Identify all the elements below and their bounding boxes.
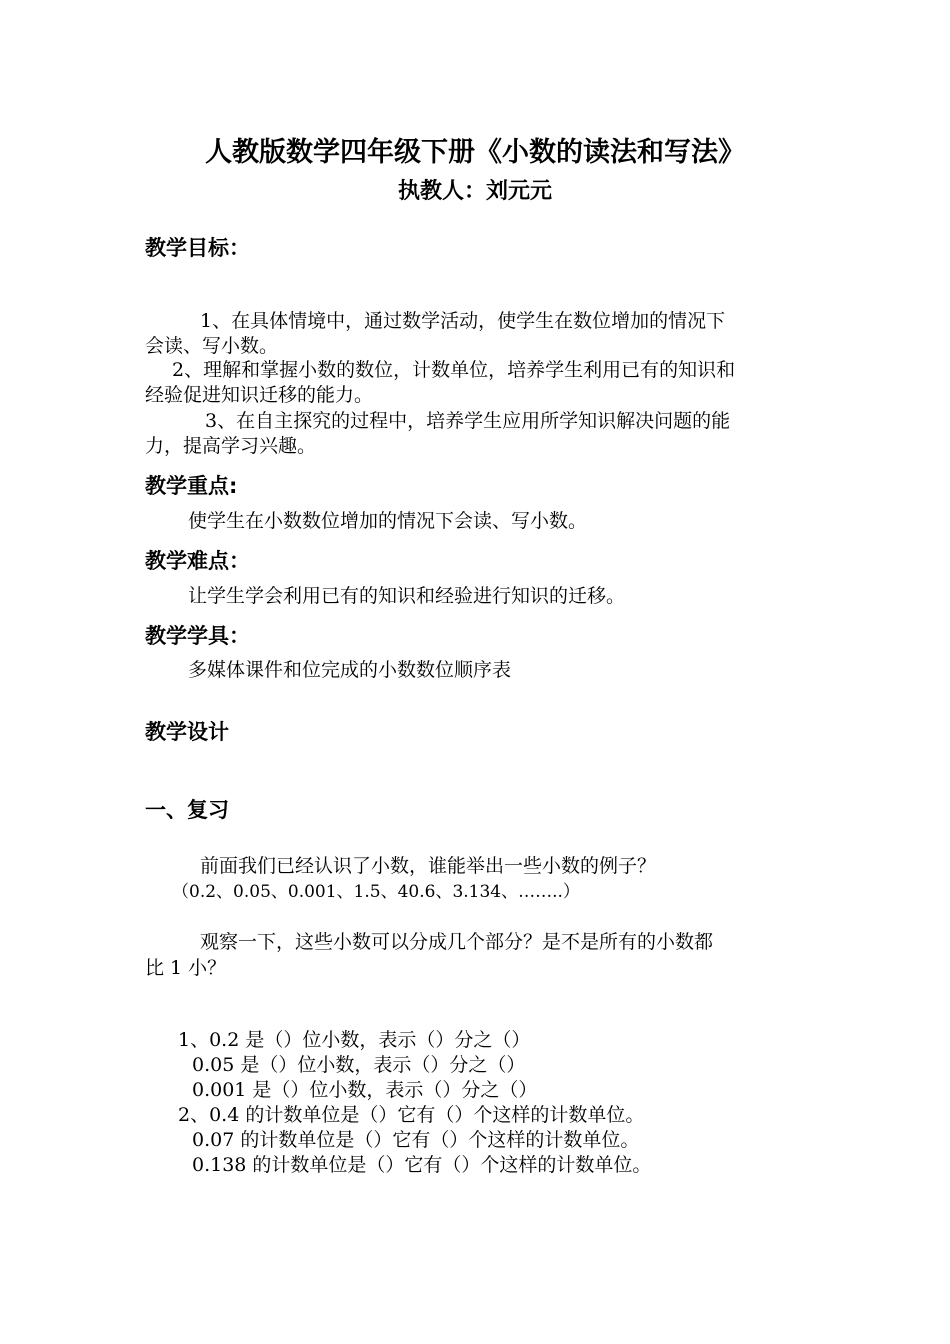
objective-3-line-1: 3、在自主探究的过程中，培养学生应用所学知识解决问题的能 [205, 410, 731, 432]
exercise-1a: 1、0.2 是（）位小数，表示（）分之（） [178, 1029, 531, 1051]
teacher-line: 执教人：刘元元 [397, 179, 552, 204]
tools-text: 多媒体课件和位完成的小数数位顺序表 [188, 659, 512, 681]
review-examples: （0.2、0.05、0.001、1.5、40.6、3.134、……..） [172, 882, 580, 902]
objective-3-line-2: 力，提高学习兴趣。 [145, 435, 317, 457]
exercise-2c: 0.138 的计数单位是（）它有（）个这样的计数单位。 [192, 1154, 652, 1176]
review-question-1: 前面我们已经认识了小数，谁能举出一些小数的例子？ [200, 855, 657, 877]
review-question-2-line-1: 观察一下，这些小数可以分成几个部分？是不是所有的小数都 [200, 931, 714, 953]
key-point-heading: 教学重点: [145, 474, 238, 498]
exercise-1b: 0.05 是（）位小数，表示（）分之（） [192, 1054, 526, 1076]
objective-1-line-1: 1、在具体情境中，通过数学活动，使学生在数位增加的情况下 [200, 310, 726, 332]
key-point-text: 使学生在小数数位增加的情况下会读、写小数。 [188, 510, 588, 532]
tools-heading: 教学学具： [145, 624, 250, 648]
objective-1-line-2: 会读、写小数。 [145, 335, 279, 357]
review-question-2-line-2: 比 1 小？ [145, 957, 227, 979]
objective-2-line-2: 经验促进知识迁移的能力。 [145, 384, 374, 406]
design-heading: 教学设计 [145, 720, 229, 744]
objectives-heading: 教学目标： [145, 236, 250, 260]
difficulty-heading: 教学难点： [145, 549, 250, 573]
objective-2-line-1: 2、理解和掌握小数的数位，计数单位，培养学生利用已有的知识和 [172, 359, 736, 381]
exercise-1c: 0.001 是（）位小数，表示（）分之（） [192, 1079, 538, 1101]
exercise-2b: 0.07 的计数单位是（）它有（）个这样的计数单位。 [192, 1129, 640, 1151]
review-heading: 一、复习 [145, 798, 229, 822]
document-title: 人教版数学四年级下册《小数的读法和写法》 [205, 137, 745, 168]
exercise-2a: 2、0.4 的计数单位是（）它有（）个这样的计数单位。 [178, 1104, 645, 1126]
difficulty-text: 让学生学会利用已有的知识和经验进行知识的迁移。 [188, 585, 626, 607]
